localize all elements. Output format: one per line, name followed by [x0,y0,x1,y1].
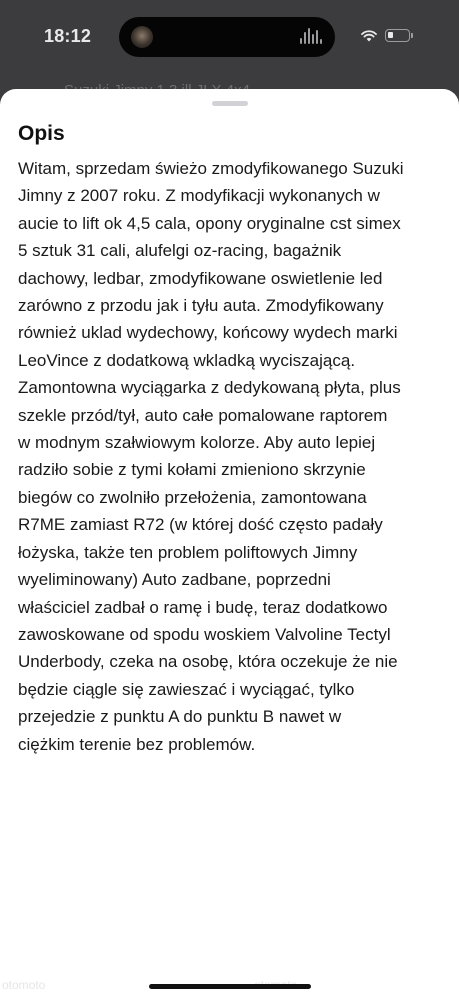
now-playing-artwork [131,26,153,48]
status-time: 18:12 [44,26,92,46]
audio-wave-icon [299,27,323,47]
description-text: Witam, sprzedam świeżo zmodyfikowanego Suzuki Jimny z 2007 roku. Z modyfikacji wykonanych w aucie to lift ok 4,5 cala, opony oryginalne cst simex 5 sztuk 31 cali, alufelgi oz-racing, bagażnik dachowy, ledbar, zmodyfikowane oswietlenie led zarówno z przodu jak i tyłu auta. Zmodyfikowany również uklad wydechowy, końcowy wydech marki LeoVince z dodatkową wkladką wyciszającą. Zamontowna wyciągarka z dedykowaną płyta, plus szekle przód/tył, auto całe pomalowane raptorem w modnym szałwiowym kolorze. Aby auto lepiej radziło sobie z tymi kołami zmieniono skrzynie biegów co zwolniło przełożenia, zamontowana R7ME zamiast R72 (w której dość często padały łożyska, także ten problem poliftowych Jimny wyeliminowany) Auto zadbane, poprzedni właściciel zadbał o ramę i budę, teraz dodatkowo zawoskowane od spodu woskiem Valvoline Tectyl Underbody, czeka na osobę, która oczekuje że nie będzie ciągle się zawieszać i wyciągać, tylko przejedzie z punktu A do punktu B nawet w ciężkim terenie bez problemów. [18,159,404,754]
sheet-grabber[interactable] [212,101,248,106]
battery-tip [411,33,413,38]
sheet-title: Opis [18,122,65,145]
watermark-left: otomoto [2,978,46,992]
status-bar [0,0,459,80]
wifi-icon [361,30,377,42]
battery-level [388,32,393,38]
description-sheet [0,89,459,998]
battery-icon [385,29,410,42]
home-indicator[interactable] [149,984,311,989]
dynamic-island[interactable] [119,17,335,57]
